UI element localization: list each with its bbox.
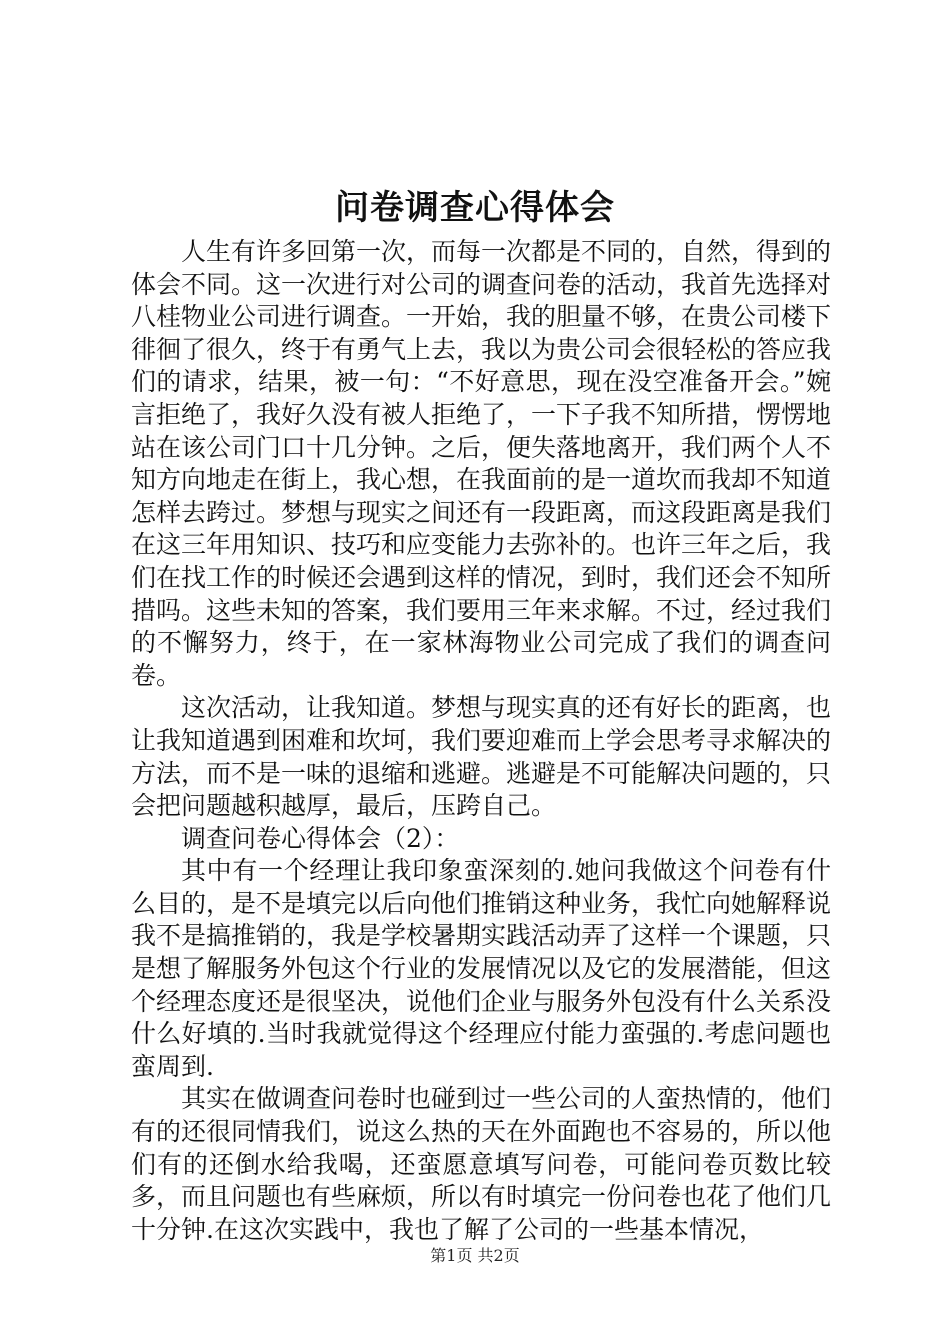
section-heading: 调查问卷心得体会（2）：	[181, 823, 460, 853]
page-number-footer: 第1页 共2页	[430, 1246, 520, 1265]
paragraph-4: 其实在做调查问卷时也碰到过一些公司的人蛮热情的，他们有的还很同情我们，说这么热的天在外面跑也不容易的，所以他们有的还倒水给我喝，还蛮愿意填写问卷，可能问卷页数比较多，而且问题也有些麻烦，所以有时填完一份问卷也花了他们几十分钟.在这次实践中，我也了解了公司的一些基本情况，	[131, 1084, 832, 1244]
paragraph-3: 其中有一个经理让我印象蛮深刻的.她问我做这个问卷有什么目的，是不是填完以后向他们推销这种业务，我忙向她解释说我不是搞推销的，我是学校暑期实践活动弄了这样一个课题，只是想了解服务外包这个行业的发展情况以及它的发展潜能，但这个经理态度还是很坚决，说他们企业与服务外包没有什么关系没什么好填的.当时我就觉得这个经理应付能力蛮强的.考虑问题也蛮周到.	[131, 856, 832, 1081]
paragraph-2: 这次活动，让我知道。梦想与现实真的还有好长的距离，也让我知道遇到困难和坎坷，我们要迎难而上学会思考寻求解决的方法，而不是一味的退缩和逃避。逃避是不可能解决问题的，只会把问题越积越厚，最后，压跨自己。	[131, 693, 832, 821]
document-title: 问卷调查心得体会	[335, 188, 615, 228]
document-body	[131, 236, 831, 1246]
paragraph-1: 人生有许多回第一次，而每一次都是不同的，自然，得到的体会不同。这一次进行对公司的调查问卷的活动，我首先选择对八桂物业公司进行调查。一开始，我的胆量不够，在贵公司楼下徘徊了很久，终于有勇气上去，我以为贵公司会很轻松的答应我们的请求，结果，被一句：“不好意思，现在没空准备开会。”婉言拒绝了，我好久没有被人拒绝了，一下子我不知所措，愣愣地站在该公司门口十几分钟。之后，便失落地离开，我们两个人不知方向地走在街上，我心想，在我面前的是一道坎而我却不知道怎样去跨过。梦想与现实之间还有一段距离，而这段距离是我们在这三年用知识、技巧和应变能力去弥补的。也许三年之后，我们在找工作的时候还会遇到这样的情况，到时，我们还会不知所措吗。这些未知的答案，我们要用三年来求解。不过，经过我们的不懈努力，终于，在一家林海物业公司完成了我们的调查问卷。	[131, 237, 832, 690]
